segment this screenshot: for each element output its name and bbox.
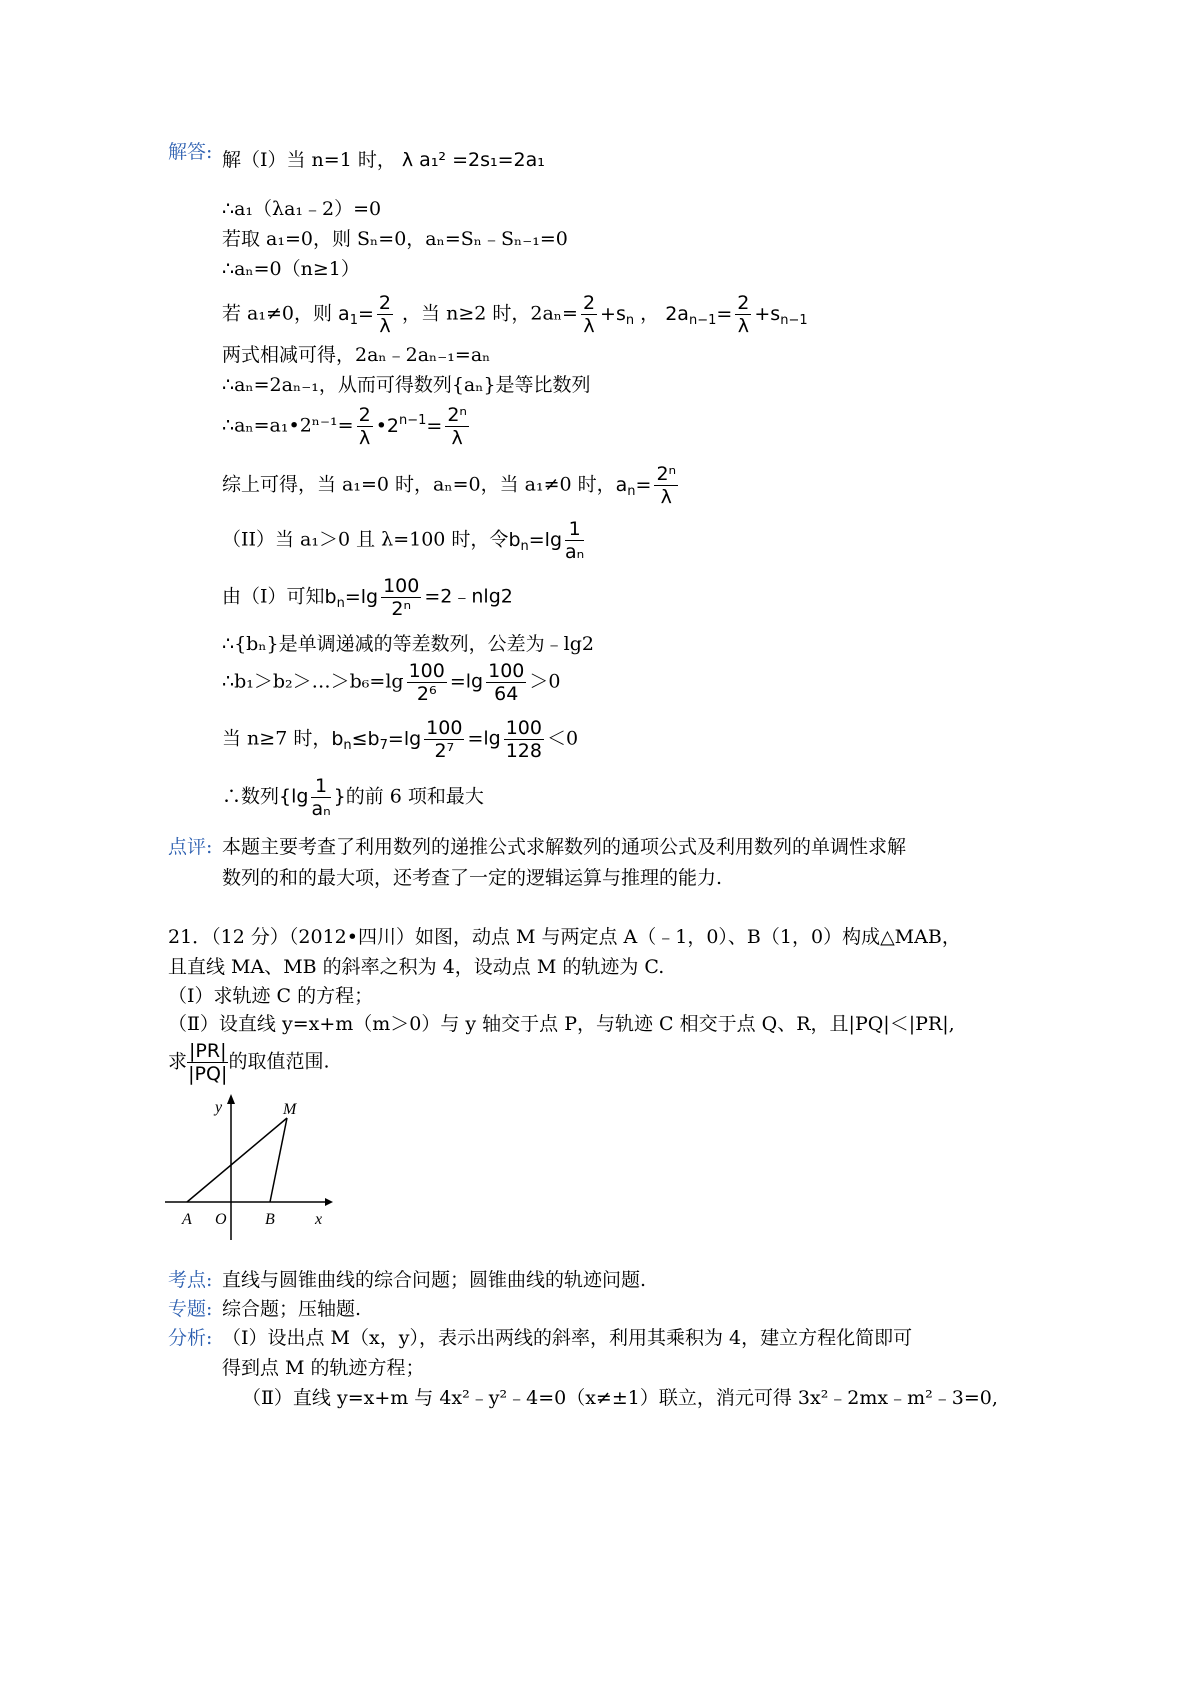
problem-line-3: （Ⅰ）求轨迹 C 的方程； bbox=[168, 985, 374, 1007]
solution-line-6: 两式相减可得，2aₙ﹣2aₙ₋₁=aₙ bbox=[222, 344, 491, 366]
formula-1: λ a₁² =2s₁=2a₁ bbox=[401, 149, 545, 171]
solution-line-10: （II）当 a₁＞0 且 λ=100 时，令$b_n=\lg$ $\frac{1}{\text{aₙ}}$ bbox=[222, 518, 585, 563]
solution-line-2: ∴a₁（λa₁﹣2）=0 bbox=[222, 198, 382, 220]
comment-line-2: 数列的和的最大项，还考查了一定的逻辑运算与推理的能力. bbox=[222, 867, 723, 889]
label-O: O bbox=[215, 1211, 227, 1228]
solution-line-4: ∴aₙ=0（n≥1） bbox=[222, 258, 360, 280]
solution-line-13: ∴b₁＞b₂＞…＞b₆=lg $\frac{100}{\text{2⁶}}$ =lg $\frac{100}{64}$ ＞0 bbox=[222, 660, 561, 705]
label-y: y bbox=[215, 1099, 223, 1116]
triangle-figure bbox=[165, 1090, 345, 1240]
problem-line-2: 且直线 MA、MB 的斜率之积为 4，设动点 M 的轨迹为 C. bbox=[168, 956, 665, 978]
kaodian-label: 考点: bbox=[168, 1269, 213, 1291]
solution-line-14: 当 n≥7 时，$b_n\le b_7=\lg$ $\frac{100}{\text{2⁷}}$ =lg $\frac{100}{128}$ ＜0 bbox=[222, 717, 579, 762]
zhuanti-label: 专题: bbox=[168, 1298, 213, 1320]
label-A: A bbox=[182, 1211, 192, 1228]
solution-line-12: ∴{bₙ}是单调递减的等差数列，公差为﹣lg2 bbox=[222, 633, 594, 655]
problem-line-5: 求 $\frac{|PR|}{|PQ|}$ 的取值范围. bbox=[168, 1040, 330, 1085]
x-axis-arrow bbox=[325, 1198, 333, 1206]
zhuanti-text: 综合题；压轴题. bbox=[222, 1298, 362, 1320]
comment-line-1: 本题主要考查了利用数列的递推公式求解数列的通项公式及利用数列的单调性求解 bbox=[222, 836, 907, 858]
y-axis-arrow bbox=[227, 1094, 235, 1104]
solution-line-8: ∴aₙ=a₁•2ⁿ⁻¹= $\frac{2}{\lambda}$ $•2^{n-1}=$ $\frac{\text{2ⁿ}}{\lambda}$ bbox=[222, 404, 467, 449]
solution-label: 解答: bbox=[168, 141, 213, 163]
solution-line-11: 由（I）可知$b_n=\lg$ $\frac{100}{\text{2ⁿ}}$ =2﹣nlg2 bbox=[222, 575, 513, 620]
solution-line-1: 解（I）当 n=1 时， λ a₁² =2s₁=2a₁ bbox=[222, 149, 545, 171]
problem-line-4: （Ⅱ）设直线 y=x+m（m＞0）与 y 轴交于点 P，与轨迹 C 相交于点 Q、R，且|PQ|＜|PR|, bbox=[168, 1013, 955, 1035]
fenxi-line-3: （Ⅱ）直线 y=x+m 与 4x²﹣y²﹣4=0（x≠±1）联立，消元可得 3x²﹣2mx﹣m²﹣3=0, bbox=[242, 1387, 998, 1409]
fenxi-line-2: 得到点 M 的轨迹方程； bbox=[222, 1357, 425, 1379]
fenxi-line-1: （Ⅰ）设出点 M（x，y），表示出两线的斜率，利用其乘积为 4，建立方程化简即可 bbox=[222, 1327, 913, 1349]
solution-line-3: 若取 a₁=0，则 Sₙ=0，aₙ=Sₙ﹣Sₙ₋₁=0 bbox=[222, 228, 568, 250]
label-M: M bbox=[283, 1101, 297, 1118]
label-B: B bbox=[265, 1211, 275, 1228]
label-x: x bbox=[315, 1211, 323, 1228]
solution-line-9: 综上可得，当 a₁=0 时，aₙ=0，当 a₁≠0 时，$a_n=$ $\frac{\text{2ⁿ}}{\lambda}$ bbox=[222, 463, 677, 508]
solution-line-15: ∴数列{lg $\frac{1}{\text{aₙ}}$ }的前 6 项和最大 bbox=[222, 775, 484, 820]
solution-line-5: 若 a₁≠0，则 $a_1=$ $\frac{2}{\lambda}$ ，当 n≥2 时，2aₙ= $\frac{2}{\lambda}$ $+s_n$ ， $2a_{n-1}=$ $\frac{2}{\lambda}$ $+s_{n-1}$ bbox=[222, 292, 808, 337]
comment-label: 点评: bbox=[168, 836, 213, 858]
solution-line-7: ∴aₙ=2aₙ₋₁，从而可得数列{aₙ}是等比数列 bbox=[222, 374, 591, 396]
problem-line-1: 21．（12 分）（2012•四川）如图，动点 M 与两定点 A（﹣1，0）、B（1，0）构成△MAB， bbox=[168, 926, 961, 948]
kaodian-text: 直线与圆锥曲线的综合问题；圆锥曲线的轨迹问题. bbox=[222, 1269, 647, 1291]
fenxi-label: 分析: bbox=[168, 1327, 213, 1349]
